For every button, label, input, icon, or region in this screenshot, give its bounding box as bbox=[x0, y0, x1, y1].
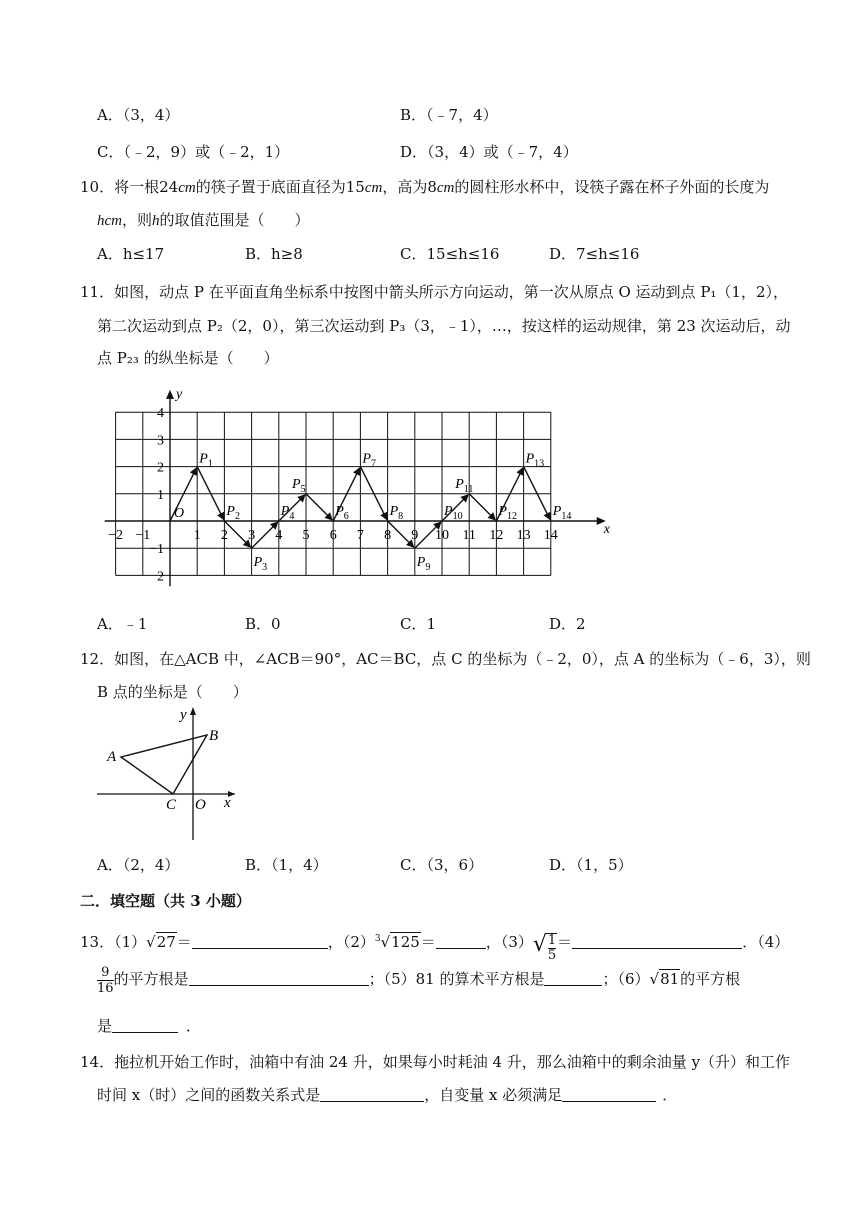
point-label: $P_{14}$ bbox=[552, 504, 572, 522]
q13-line1: 13．（1）√27＝ ，$(2)^3√125=$ ，（3）√ $\frac{1}{5}$ ＝ ．（4） bbox=[80, 932, 790, 963]
q12-option-b: B．（1，4） bbox=[245, 856, 328, 874]
y-tick-label: 1 bbox=[157, 487, 164, 503]
blank-5 bbox=[544, 971, 602, 986]
x-tick-label: 8 bbox=[384, 528, 392, 543]
blank-2 bbox=[436, 934, 486, 949]
path-segment bbox=[524, 467, 551, 520]
x-tick-label: 14 bbox=[543, 528, 558, 543]
point-label: $P_4$ bbox=[280, 504, 295, 522]
point-label: $P_{11}$ bbox=[455, 476, 474, 495]
x-tick-label: 12 bbox=[489, 528, 504, 543]
x-tick-label: 11 bbox=[462, 528, 476, 543]
path-segment bbox=[469, 494, 495, 520]
x-tick-label: 9 bbox=[411, 528, 419, 543]
y-axis-label: y bbox=[176, 386, 183, 402]
x-axis-label: x bbox=[603, 522, 610, 537]
y-tick-label: 3 bbox=[157, 433, 164, 449]
q10-stem-line2: hcm，则h的取值范围是（ ） bbox=[97, 211, 310, 229]
q12-stem-line1: 12．如图，在△ACB 中，∠ACB＝90°，AC＝BC，点 C 的坐标为（﹣2，0），点 A 的坐标为（﹣6，3），则 bbox=[80, 650, 811, 668]
blank-1 bbox=[192, 934, 328, 949]
q14-line1: 14．拖拉机开始工作时，油箱中有油 24 升，如果每小时耗油 4 升，那么油箱中的剩余油量 y（升）和工作 bbox=[80, 1053, 791, 1071]
q11-option-b: B．0 bbox=[245, 615, 281, 633]
q11-option-a: A．﹣1 bbox=[97, 615, 148, 633]
label-o: O bbox=[195, 797, 206, 813]
q11-stem-line3: 点 P₂₃ 的纵坐标是（ ） bbox=[97, 349, 279, 367]
axes bbox=[105, 390, 606, 586]
q13-line3: 是 ． bbox=[97, 1017, 202, 1035]
x-tick-label: 7 bbox=[356, 528, 364, 543]
q9-option-d: D．（3，4）或（﹣7，4） bbox=[400, 143, 578, 161]
point-label: $P_{12}$ bbox=[498, 504, 517, 522]
q11-option-d: D．2 bbox=[549, 615, 586, 633]
sqrt-sign: √ bbox=[146, 933, 156, 951]
blank-7 bbox=[320, 1087, 424, 1102]
path-segment bbox=[252, 522, 278, 548]
x-tick-label: −2 bbox=[108, 528, 124, 543]
path-segment bbox=[197, 467, 224, 520]
origin-label: O bbox=[174, 506, 185, 521]
q10-stem-line1: 10．将一根24cm的筷子置于底面直径为15cm，高为8cm的圆柱形水杯中，设筷子露在杯子外面的长度为 bbox=[80, 178, 770, 196]
blank-3 bbox=[572, 934, 742, 949]
q11-figure bbox=[90, 378, 610, 588]
triangle-acb bbox=[121, 735, 207, 794]
x-tick-label: 4 bbox=[275, 528, 283, 543]
q9-option-b: B．（﹣7，4） bbox=[400, 106, 498, 124]
q13-line2: $\frac{9}{16}$ 的平方根是 ；（5）81 的算术平方根是 ；（6）√81的平方根 bbox=[97, 965, 741, 996]
point-label: $P_2$ bbox=[226, 504, 240, 522]
q11-stem-line1: 11．如图，动点 P 在平面直角坐标系中按图中箭头所示方向运动，第一次从原点 O 运动到点 P₁（1，2）， bbox=[80, 283, 789, 301]
path-segment bbox=[306, 494, 332, 520]
fraction-9-16: $\frac{9}{16}$ bbox=[97, 965, 114, 996]
blank-6 bbox=[112, 1018, 178, 1033]
x-tick-label: 13 bbox=[516, 528, 531, 543]
x-tick-label: 1 bbox=[193, 528, 201, 543]
sqrt-sign: √ bbox=[649, 970, 660, 988]
path-segment bbox=[360, 467, 387, 520]
y-tick-label: −1 bbox=[149, 542, 164, 558]
cbrt-sign: √ bbox=[380, 933, 391, 951]
sqrt-sign: √ bbox=[532, 932, 547, 957]
point-label: $P_5$ bbox=[292, 476, 306, 495]
blank-4 bbox=[189, 971, 369, 986]
x-tick-label: 5 bbox=[302, 528, 310, 543]
point-label: $P_{10}$ bbox=[444, 504, 463, 522]
q12-option-d: D．（1，5） bbox=[549, 856, 633, 874]
x-tick-label: 10 bbox=[435, 528, 449, 543]
tick-labels bbox=[108, 387, 610, 585]
q12-option-c: C．（3，6） bbox=[400, 856, 484, 874]
q12-figure bbox=[95, 703, 245, 843]
q10-option-c: C．15≤h≤16 bbox=[400, 245, 500, 263]
point-label: $P_9$ bbox=[416, 555, 431, 574]
q11-option-c: C．1 bbox=[400, 615, 437, 633]
x-tick-label: −1 bbox=[135, 528, 151, 543]
point-label: $P_1$ bbox=[199, 451, 213, 470]
q10-option-b: B．h≥8 bbox=[245, 245, 303, 263]
q10-option-d: D．7≤h≤16 bbox=[549, 245, 640, 263]
q12-option-a: A．（2，4） bbox=[97, 856, 180, 874]
point-labels bbox=[198, 452, 571, 574]
q14-line2: 时间 x（时）之间的函数关系式是 ，自变量 x 必须满足 ． bbox=[97, 1086, 678, 1104]
y-tick-label: 2 bbox=[157, 569, 164, 585]
point-label: $P_6$ bbox=[335, 504, 349, 522]
label-c: C bbox=[166, 797, 177, 813]
path-segment bbox=[224, 521, 250, 547]
q10-option-a: A．h≤17 bbox=[97, 245, 165, 263]
section-heading: 二．填空题（共 3 小题） bbox=[80, 892, 251, 910]
q9-option-c: C．（﹣2，9）或（﹣2，1） bbox=[97, 143, 290, 161]
point-label: $P_7$ bbox=[362, 451, 376, 470]
y-tick-label: 4 bbox=[157, 406, 164, 422]
label-b: B bbox=[209, 728, 219, 744]
q12-stem-line2: B 点的坐标是（ ） bbox=[97, 683, 248, 701]
point-label: $P_{13}$ bbox=[525, 451, 545, 470]
path-segment bbox=[388, 521, 414, 547]
label-x: x bbox=[224, 795, 231, 811]
label-a: A bbox=[107, 749, 117, 765]
y-axis-arrow bbox=[166, 390, 174, 399]
x-tick-label: 2 bbox=[220, 528, 228, 543]
grid bbox=[116, 412, 551, 575]
q9-option-a: A．（3，4） bbox=[97, 106, 180, 124]
point-label: $P_8$ bbox=[389, 504, 404, 522]
blank-8 bbox=[562, 1087, 656, 1102]
y-tick-label: 2 bbox=[157, 460, 164, 476]
x-tick-label: 6 bbox=[329, 528, 337, 543]
q11-stem-line2: 第二次运动到点 P₂（2，0），第三次运动到 P₃（3，﹣1），…，按这样的运动规律，第 23 次运动后，动 bbox=[97, 317, 791, 335]
x-tick-label: 3 bbox=[248, 528, 256, 543]
point-label: $P_3$ bbox=[253, 555, 268, 574]
label-y: y bbox=[180, 707, 187, 723]
